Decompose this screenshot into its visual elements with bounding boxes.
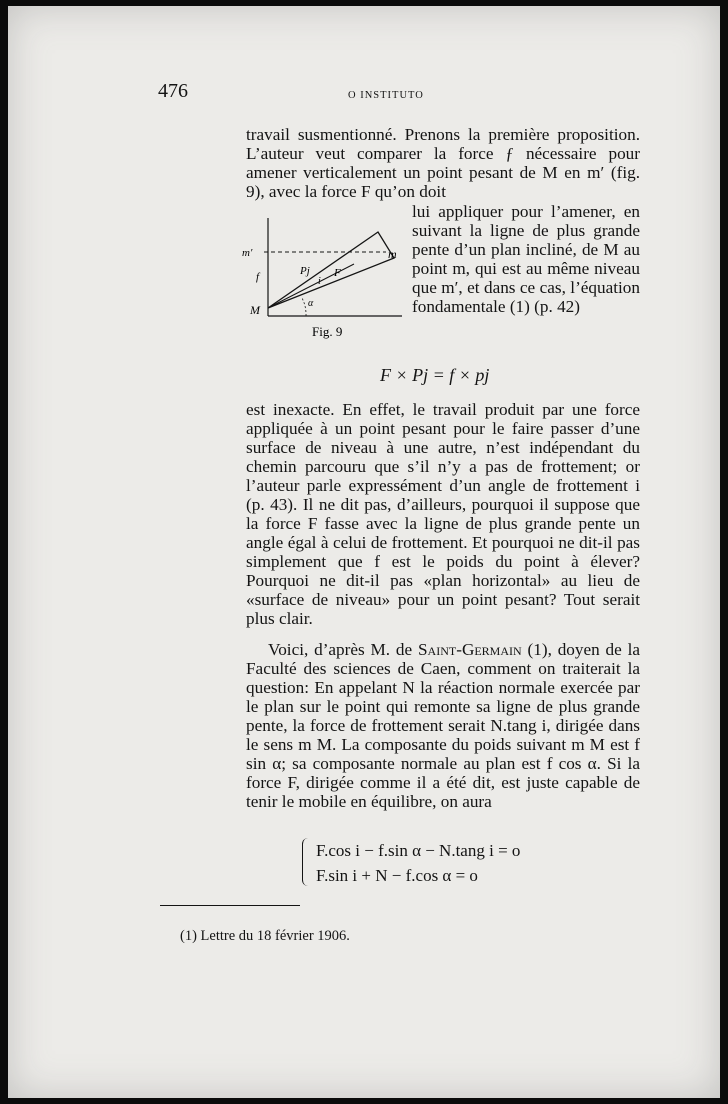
equation-main: F × Pj = f × pj bbox=[380, 365, 490, 385]
footnote-rule bbox=[160, 905, 300, 906]
paragraph-2-text: est inexacte. En effet, le travail produit par une force appliquée à un point pesant pour le faire passer d’une surface de niveau à une autre, n’est indépendant du chemin parcouru que s’il n’y a pas de frottement; or l’auteur parle expressément d’un angle de frottement i (p. 43). Il ne dit pas, d’ailleurs, pourquoi il suppose que la force F fasse avec la ligne de plus grande pente un angle égal à celui de frottement. Et pourquoi ne dit-il pas simplement que f est le poids du point à élever? Pourquoi ne dit-il pas «plan horizontal» au lieu de «surface de niveau» pour un point pesant? Tout serait plus clair. bbox=[246, 400, 640, 628]
paragraph-1-continued bbox=[412, 202, 640, 316]
label-alpha: α bbox=[308, 298, 314, 309]
label-pj: Pj bbox=[300, 265, 310, 277]
angle-arc bbox=[302, 298, 306, 316]
label-i: i bbox=[318, 276, 321, 287]
label-f: f bbox=[256, 271, 260, 283]
system-line-1: F.cos i − f.sin α − N.tang i = o bbox=[316, 841, 521, 860]
paragraph-1-text: travail susmentionné. Prenons la première proposition. L’auteur veut comparer la force ƒ nécessaire pour amener verticalement un point pesant de M en m′ (fig. 9), avec la force F qu’on doit bbox=[246, 125, 640, 201]
running-title: O INSTITUTO bbox=[348, 90, 424, 101]
system-line-2: F.sin i + N − f.cos α = o bbox=[316, 866, 478, 885]
paragraph-1 bbox=[246, 125, 640, 201]
page-number: 476 bbox=[158, 80, 188, 102]
figure-caption: Fig. 9 bbox=[312, 324, 343, 339]
inclined-plane bbox=[268, 232, 394, 308]
system-brace bbox=[302, 838, 311, 886]
footnote: (1) Lettre du 18 février 1906. bbox=[180, 928, 350, 944]
paragraph-2 bbox=[246, 400, 640, 628]
figure-9 bbox=[226, 214, 402, 344]
label-m-prime: m′ bbox=[242, 247, 253, 259]
label-M: M bbox=[250, 303, 260, 317]
label-F: F bbox=[334, 267, 341, 279]
label-m: m bbox=[388, 247, 397, 261]
paragraph-3-before: Voici, d’après M. de bbox=[268, 640, 418, 659]
paragraph-1-continued-text: lui appliquer pour l’amener, en suivant la ligne de plus grande pente d’un plan incliné, de M au point m, qui est au même niveau que m′, et dans ce cas, l’équation fondamentale (1) (p. 42) bbox=[412, 202, 640, 316]
author-name: Saint-Germain bbox=[418, 640, 522, 659]
page-header bbox=[158, 80, 554, 106]
equation-system bbox=[308, 838, 520, 888]
paragraph-3-after: (1), doyen de la Faculté des sciences de Caen, comment on traiterait la question: En appelant N la réaction normale exercée par le plan sur le point qui remonte sa ligne de plus grande pente, la force de frottement serait N.tang i, dirigée dans le sens m M. La composante du poids suivant m M est f sin α; sa composante normale au plan est f cos α. Si la force F, dirigée comme il a été dit, est juste capable de tenir le mobile en équilibre, on aura bbox=[246, 640, 640, 811]
paragraph-3 bbox=[246, 640, 640, 811]
paragraph-3-text bbox=[246, 640, 640, 811]
